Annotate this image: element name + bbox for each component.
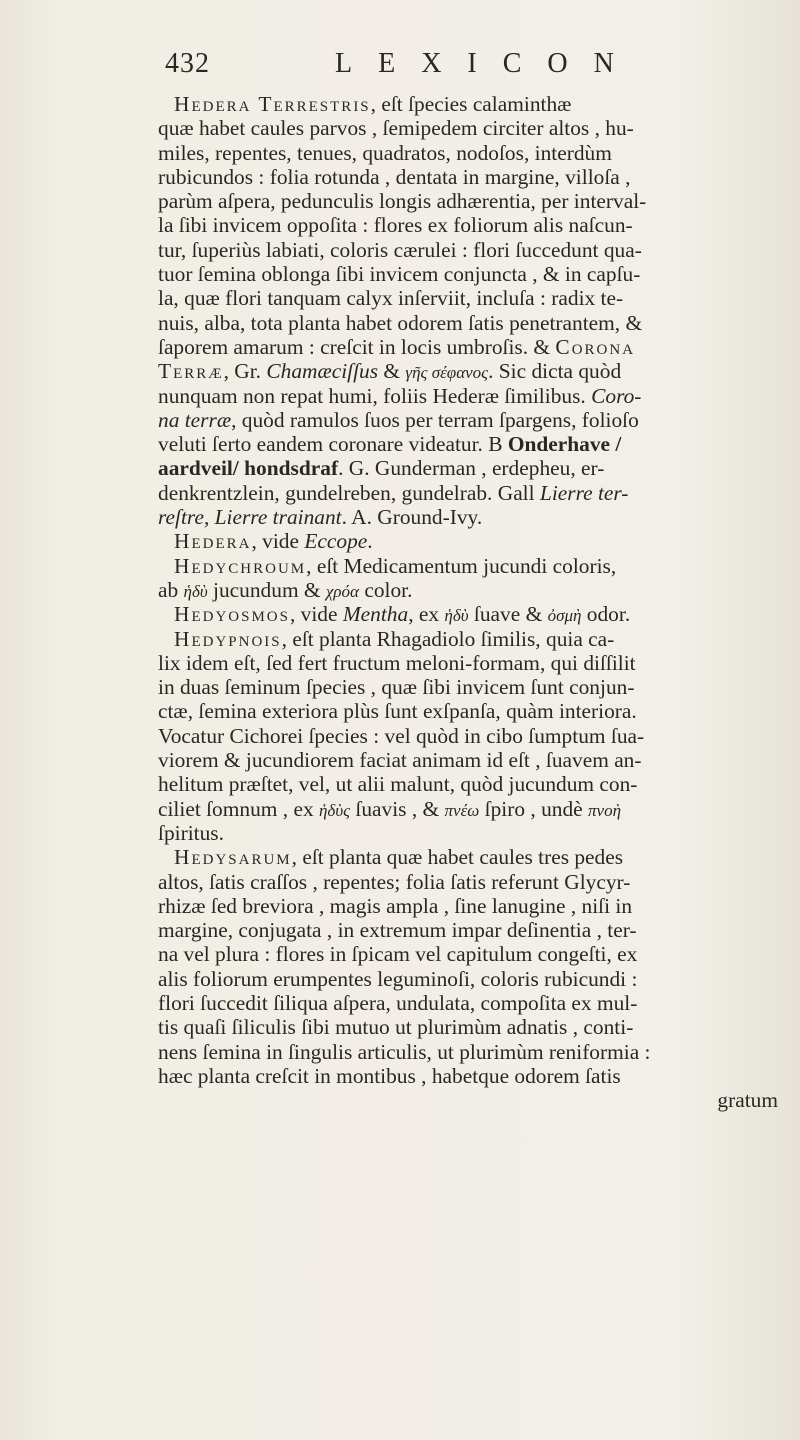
text-run: ſuave & bbox=[468, 602, 548, 627]
text-run: lix idem eſt, ſed fert fructum meloni-formam, qui diſſilit bbox=[158, 650, 636, 675]
text-line bbox=[158, 141, 778, 165]
text-run: tur, ſuperiùs labiati, coloris cærulei : flori ſuccedunt qua- bbox=[158, 237, 642, 262]
text-run: ab bbox=[158, 577, 184, 602]
entry-term: Hedera bbox=[174, 529, 252, 554]
greek-word: γῆς σέφανος bbox=[405, 363, 489, 383]
text-run: in duas ſeminum ſpecies , quæ ſibi invicem ſunt conjun- bbox=[158, 675, 635, 700]
dictionary-text bbox=[158, 92, 778, 1112]
entry-headline bbox=[158, 529, 778, 553]
text-line bbox=[158, 165, 778, 189]
greek-word: ἡδὺς bbox=[319, 800, 351, 820]
text-line bbox=[158, 724, 778, 748]
text-line bbox=[158, 967, 778, 991]
page-header bbox=[165, 48, 765, 88]
text-run: , vide bbox=[289, 602, 343, 627]
text-line bbox=[158, 335, 778, 359]
text-run: , eſt planta quæ habet caules tres pedes bbox=[291, 845, 624, 870]
text-run: reſtre bbox=[158, 505, 204, 530]
text-line bbox=[158, 772, 778, 796]
text-run: Coro- bbox=[591, 383, 642, 408]
text-line bbox=[158, 821, 778, 845]
text-line bbox=[158, 286, 778, 310]
text-run: ſpiritus. bbox=[158, 820, 224, 845]
entry-term: Hedera Terrestris bbox=[174, 92, 371, 116]
entry-headline bbox=[158, 554, 778, 578]
text-line bbox=[158, 797, 778, 821]
page-number: 432 bbox=[165, 48, 210, 79]
text-run: nens ſemina in ſingulis articulis, ut plurimùm reniformia : bbox=[158, 1039, 651, 1064]
entry-headline bbox=[158, 845, 778, 869]
text-run: aardveil/ hondsdraf bbox=[158, 456, 339, 481]
text-run: ctæ, ſemina exteriora plùs ſunt exſpanſa, quàm interiora. bbox=[158, 699, 637, 724]
text-run: ſpiro , undè bbox=[479, 796, 589, 821]
entry-term: Hedysarum bbox=[174, 845, 292, 870]
greek-word: πνέω bbox=[444, 800, 480, 820]
text-line bbox=[158, 189, 778, 213]
text-run: helitum præſtet, vel, ut alii malunt, quòd jucundum con- bbox=[158, 772, 638, 797]
text-line bbox=[158, 238, 778, 262]
text-run: margine, conjugata , in extremum impar deſinentia , ter- bbox=[158, 918, 637, 943]
text-run: Lierre trainant bbox=[214, 505, 342, 530]
text-run: color. bbox=[358, 577, 413, 602]
entry-term: Hedychroum bbox=[174, 553, 307, 578]
entry-headline bbox=[158, 627, 778, 651]
text-run: Onderhave / bbox=[507, 432, 622, 457]
text-run: . G. Gunderman , erdepheu, er- bbox=[338, 456, 605, 481]
text-run: alis foliorum erumpentes leguminoſi, coloris rubicundi : bbox=[158, 966, 638, 991]
text-run: rubicundos : folia rotunda , dentata in margine, villoſa , bbox=[158, 164, 631, 189]
text-line bbox=[158, 942, 778, 966]
text-run: nuis, alba, tota planta habet odorem ſatis penetrantem, & bbox=[158, 310, 643, 335]
text-run: , bbox=[203, 505, 215, 530]
text-run: altos, ſatis craſſos , repentes; folia ſatis referunt Glycyr- bbox=[158, 869, 631, 894]
text-run: Mentha bbox=[342, 602, 409, 627]
entry-headline bbox=[158, 602, 778, 626]
text-run: gratum bbox=[717, 1088, 778, 1113]
text-run: na terræ bbox=[158, 407, 232, 432]
text-run: Eccope bbox=[304, 529, 368, 554]
text-run: . A. Ground-Ivy. bbox=[341, 505, 483, 530]
text-run: , ex bbox=[408, 602, 445, 627]
text-run: la, quæ flori tanquam calyx inſerviit, incluſa : radix te- bbox=[158, 286, 624, 311]
greek-word: ὀσμὴ bbox=[547, 606, 582, 626]
text-run: flori ſuccedit ſiliqua aſpera, undulata, compoſita ex mul- bbox=[158, 990, 638, 1015]
text-line bbox=[158, 1015, 778, 1039]
entry-headline bbox=[158, 92, 778, 116]
text-line bbox=[158, 456, 778, 480]
text-run: , Gr. bbox=[223, 359, 267, 384]
text-run: , eſt Medicamentum jucundi coloris, bbox=[306, 553, 617, 578]
text-line bbox=[158, 578, 778, 602]
text-line bbox=[158, 675, 778, 699]
text-line bbox=[158, 1088, 778, 1112]
text-run: Vocatur Cichorei ſpecies : vel quòd in cibo ſumptum ſua- bbox=[158, 723, 645, 748]
entry-term: Terræ bbox=[158, 359, 224, 384]
text-run: & bbox=[378, 359, 406, 384]
text-line bbox=[158, 311, 778, 335]
text-run: na vel plura : flores in ſpicam vel capitulum congeſti, ex bbox=[158, 942, 638, 967]
text-run: nunquam non repat humi, foliis Hederæ ſimilibus. bbox=[158, 383, 592, 408]
text-run: tis quaſi ſiliculis ſibi mutuo ut plurimùm adnatis , conti- bbox=[158, 1015, 634, 1040]
text-run: , eſt ſpecies calaminthæ bbox=[370, 92, 572, 116]
text-line bbox=[158, 1064, 778, 1088]
text-run: miles, repentes, tenues, quadratos, nodoſos, interdùm bbox=[158, 140, 612, 165]
text-line bbox=[158, 918, 778, 942]
text-run: hæc planta creſcit in montibus , habetque odorem ſatis bbox=[158, 1063, 621, 1088]
text-run: , quòd ramulos ſuos per terram ſpargens, folioſo bbox=[231, 407, 639, 432]
text-line bbox=[158, 432, 778, 456]
text-line bbox=[158, 651, 778, 675]
text-run: , vide bbox=[251, 529, 305, 554]
text-run: la ſibi invicem oppoſita : flores ex foliorum alis naſcun- bbox=[158, 213, 633, 238]
text-line bbox=[158, 408, 778, 432]
entry-term: Hedypnois bbox=[174, 626, 282, 651]
text-line bbox=[158, 699, 778, 723]
text-line bbox=[158, 894, 778, 918]
text-run: viorem & jucundiorem faciat animam id eſt , ſuavem an- bbox=[158, 748, 642, 773]
text-run: rhizæ ſed breviora , magis ampla , ſine lanugine , niſi in bbox=[158, 893, 633, 918]
text-run: Chamæciſſus bbox=[266, 359, 379, 384]
text-run: Lierre ter- bbox=[539, 480, 629, 505]
text-line bbox=[158, 481, 778, 505]
entry-term: Corona bbox=[555, 334, 636, 359]
text-line bbox=[158, 991, 778, 1015]
text-line bbox=[158, 262, 778, 286]
text-run: denkrentzlein, gundelreben, gundelrab. Gall bbox=[158, 480, 540, 505]
text-line bbox=[158, 870, 778, 894]
text-line bbox=[158, 748, 778, 772]
text-run: , eſt planta Rhagadiolo ſimilis, quia ca- bbox=[281, 626, 615, 651]
text-run: ſuavis , & bbox=[350, 796, 445, 821]
text-line bbox=[158, 116, 778, 140]
text-run: ciliet ſomnum , ex bbox=[158, 796, 319, 821]
text-line bbox=[158, 505, 778, 529]
text-run: odor. bbox=[581, 602, 631, 627]
text-run: . Sic dicta quòd bbox=[488, 359, 622, 384]
text-run: ſaporem amarum : creſcit in locis umbroſis. & bbox=[158, 334, 556, 359]
greek-word: πνοὴ bbox=[588, 800, 622, 820]
text-run: . bbox=[367, 529, 373, 554]
entry-term: Hedyosmos bbox=[174, 602, 290, 627]
text-line bbox=[158, 213, 778, 237]
greek-word: ἡδὺ bbox=[183, 581, 208, 601]
text-run: jucundum & bbox=[207, 577, 326, 602]
text-line bbox=[158, 359, 778, 383]
text-run: parùm aſpera, pedunculis longis adhærentia, per interval- bbox=[158, 189, 647, 214]
greek-word: χρόα bbox=[325, 581, 359, 601]
text-line bbox=[158, 1040, 778, 1064]
text-line bbox=[158, 384, 778, 408]
text-run: veluti ſerto eandem coronare videatur. B bbox=[158, 432, 508, 457]
text-run: quæ habet caules parvos , ſemipedem circiter altos , hu- bbox=[158, 116, 634, 141]
running-title: LEXICON bbox=[335, 48, 640, 79]
greek-word: ἡδὺ bbox=[444, 606, 469, 626]
text-run: tuor ſemina oblonga ſibi invicem conjuncta , & in capſu- bbox=[158, 262, 641, 287]
